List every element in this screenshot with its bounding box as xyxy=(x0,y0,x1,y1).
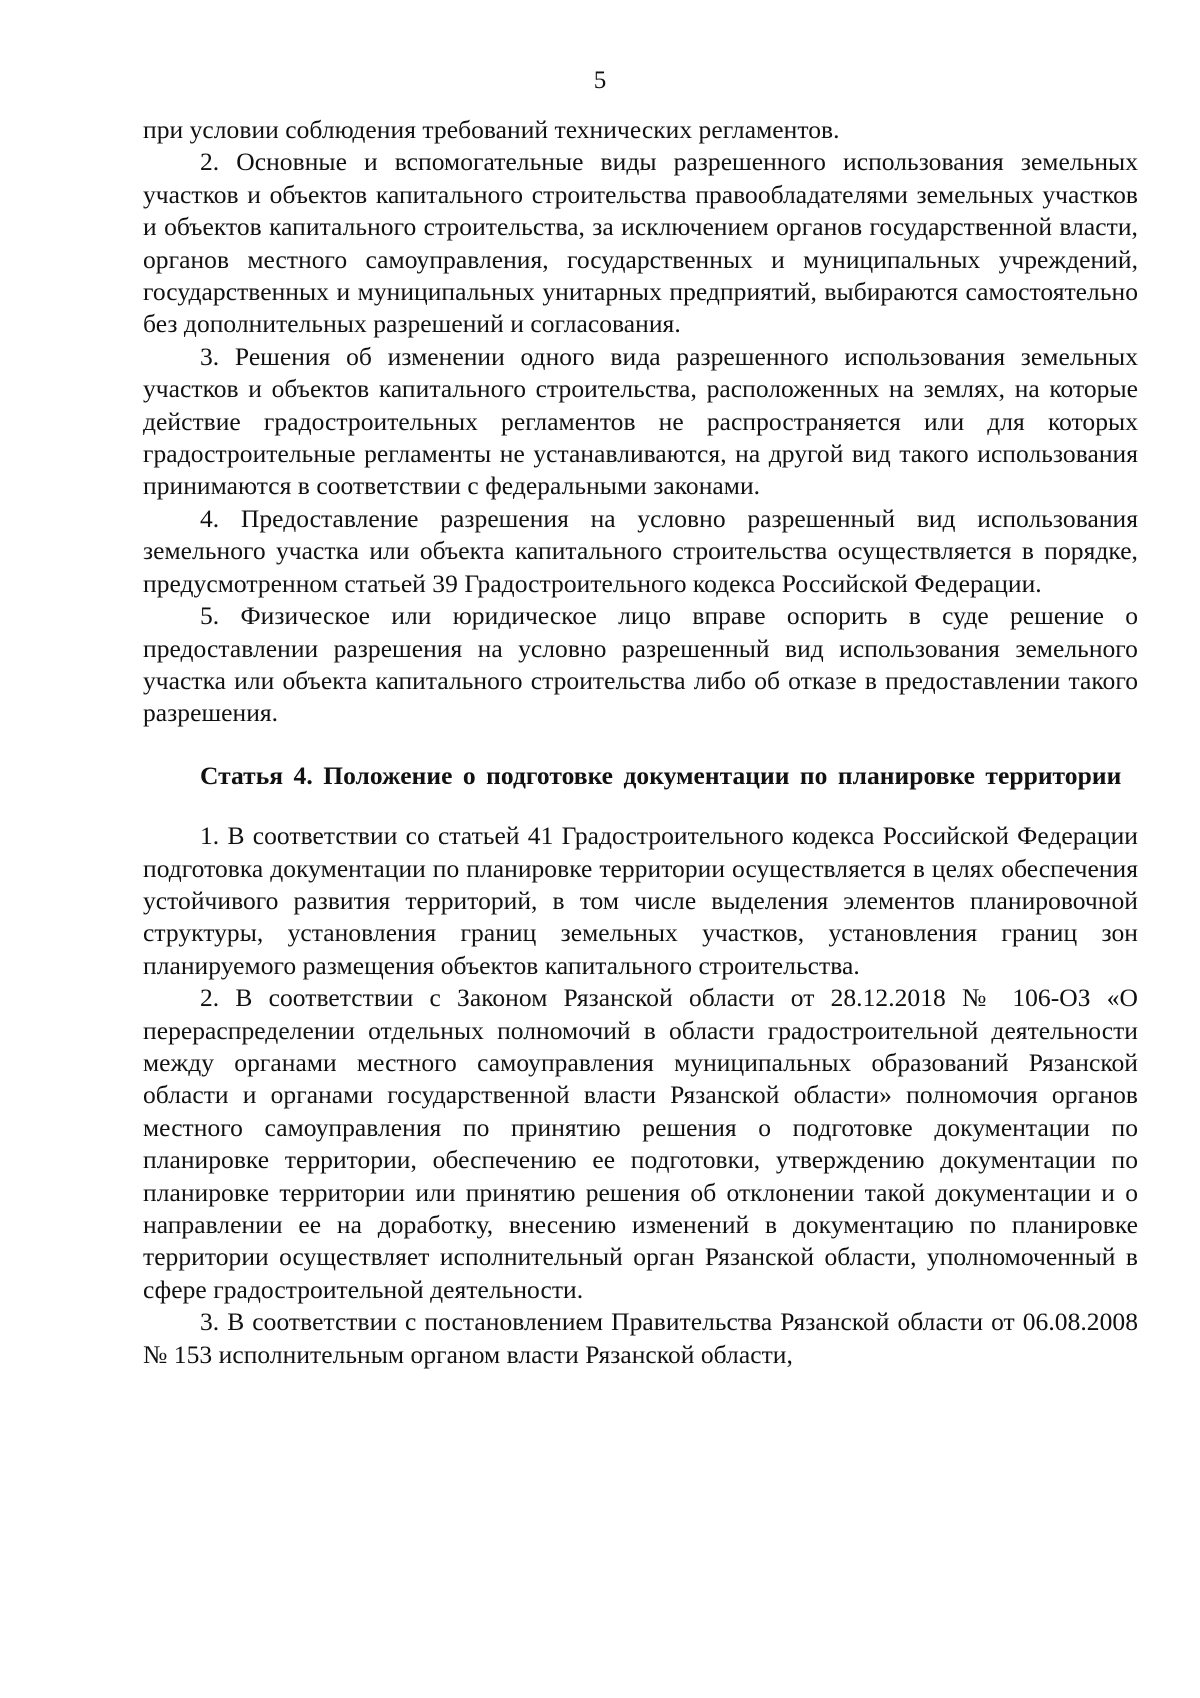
article-heading: Статья 4. Положение о подготовке документации по планировке территории xyxy=(200,760,1122,790)
paragraph: 2. В соответствии с Законом Рязанской области от 28.12.2018 № 106-ОЗ «О перераспределении отдельных полномочий в области градостроительной деятельности между органами местного самоуправления муниципальных образований Рязанской области и органами государственной власти Рязанской области» полномочия органов местного самоуправления по принятию решения о подготовке документации по планировке территории, обеспечению ее подготовки, утверждению документации по планировке территории или принятию решения об отклонении такой документации и о направлении ее на доработку, внесению изменений в документацию по планировке территории осуществляет исполнительный орган Рязанской области, уполномоченный в сфере градостроительной деятельности. xyxy=(143,983,1138,1304)
document-body xyxy=(143,114,1138,1371)
paragraph: 1. В соответствии со статьей 41 Градостроительного кодекса Российской Федерации подготовка документации по планировке территории осуществляется в целях обеспечения устойчивого развития территорий, в том числе выделения элементов планировочной структуры, установления границ земельных участков, установления границ зон планируемого размещения объектов капитального строительства. xyxy=(143,821,1138,980)
paragraph: 3. В соответствии с постановлением Правительства Рязанской области от 06.08.2008 № 153 исполнительным органом власти Рязанской области, xyxy=(143,1307,1138,1369)
paragraph: 3. Решения об изменении одного вида разрешенного использования земельных участков и объектов капитального строительства, расположенных на землях, на которые действие градостроительных регламентов не распространяется или для которых градостроительные регламенты не устанавливаются, на другой вид такого использования принимаются в соответствии с федеральными законами. xyxy=(143,341,1138,501)
paragraph: при условии соблюдения требований технических регламентов. xyxy=(143,115,840,144)
paragraph: 2. Основные и вспомогательные виды разрешенного использования земельных участков и объектов капитального строительства правообладателями земельных участков и объектов капитального строительства, за исключением органов государственной власти, органов местного самоуправления, государственных и муниципальных учреждений, государственных и муниципальных унитарных предприятий, выбираются самостоятельно без дополнительных разрешений и согласования. xyxy=(143,147,1138,339)
paragraph: 5. Физическое или юридическое лицо вправе оспорить в суде решение о предоставлении разрешения на условно разрешенный вид использования земельного участка или объекта капитального строительства либо об отказе в предоставлении такого разрешения. xyxy=(143,601,1138,728)
paragraph: 4. Предоставление разрешения на условно разрешенный вид использования земельного участка или объекта капитального строительства осуществляется в порядке, предусмотренном статьей 39 Градостроительного кодекса Российской Федерации. xyxy=(143,503,1138,598)
page-number: 5 xyxy=(593,67,607,94)
